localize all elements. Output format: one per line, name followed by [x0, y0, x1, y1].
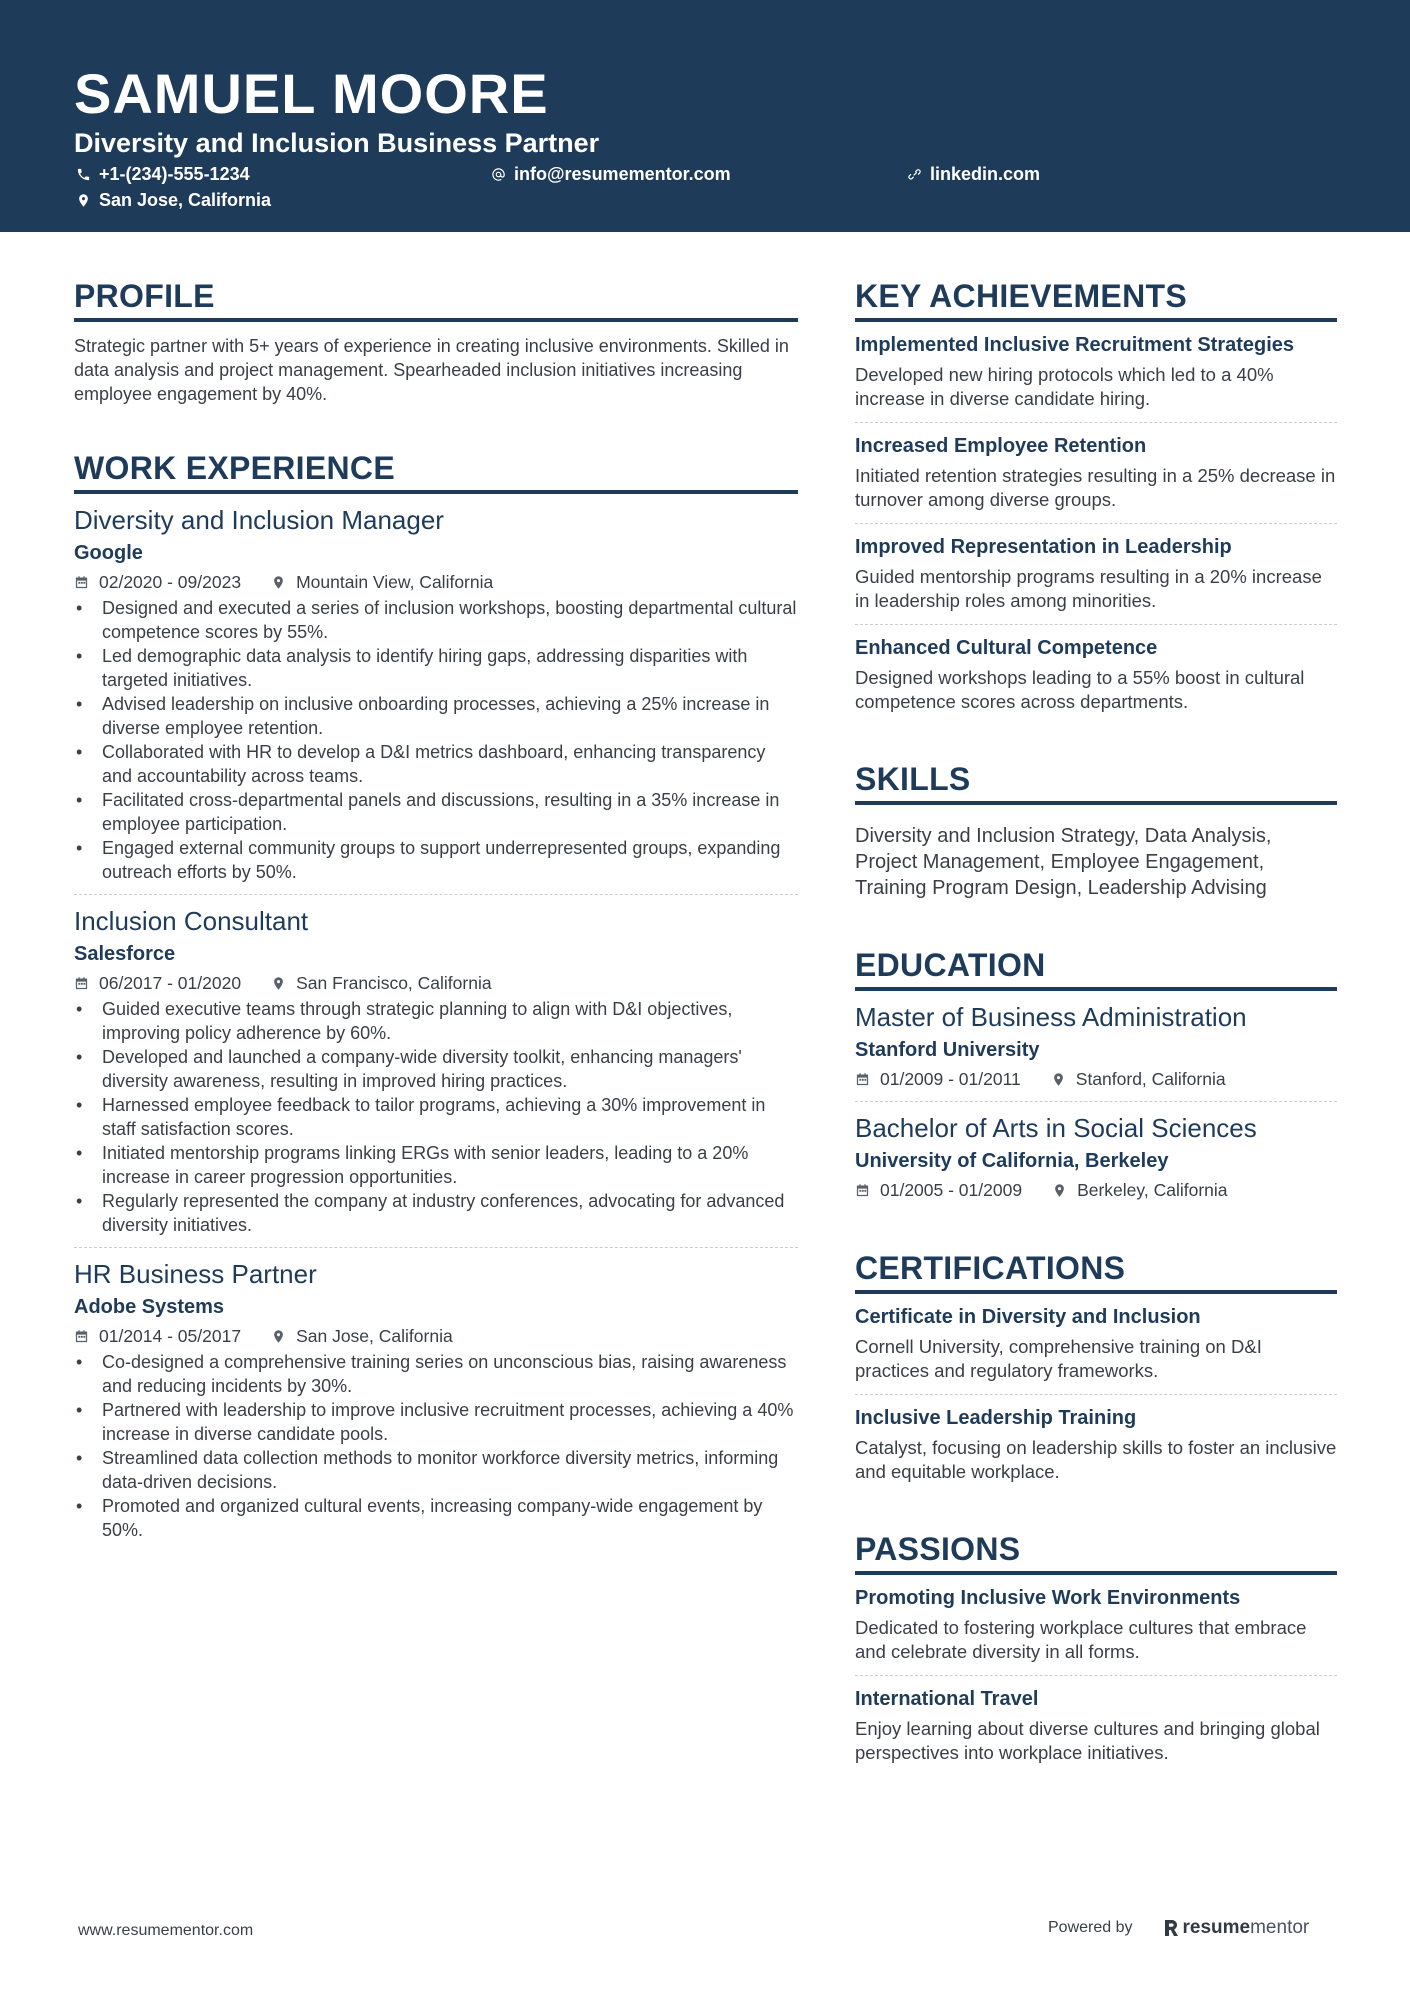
education-meta: [855, 1178, 1337, 1202]
job-dates: 06/2017 - 01/2020: [99, 973, 242, 993]
right-column: [855, 276, 1337, 1816]
email-text: info@resumementor.com: [514, 164, 731, 184]
job-location-text: San Jose, California: [296, 1326, 453, 1346]
achievement-desc: Guided mentorship programs resulting in a 20% increase in leadership roles among minorities.: [855, 566, 1322, 611]
education-heading: EDUCATION: [855, 945, 1337, 991]
job-bullet: • Collaborated with HR to develop a D&I metrics dashboard, enhancing transparency and accountability across teams.: [74, 740, 798, 788]
candidate-title: Diversity and Inclusion Business Partner: [74, 128, 600, 158]
achievement-title: Improved Representation in Leadership: [855, 536, 1232, 558]
map-pin-icon: [271, 1329, 286, 1344]
education-section: [855, 945, 1337, 1212]
job-meta: [74, 1324, 798, 1348]
link-icon: [907, 167, 922, 182]
education-school: Stanford University: [855, 1039, 1040, 1061]
job-location-text: Mountain View, California: [296, 572, 494, 592]
certification-title: Certificate in Diversity and Inclusion: [855, 1306, 1201, 1328]
job-entry: [74, 895, 798, 1248]
contact-location: [76, 188, 271, 212]
achievement-item: [855, 322, 1337, 423]
job-location: [271, 570, 493, 594]
job-entry: [74, 494, 798, 895]
job-bullet: • Advised leadership on inclusive onboarding processes, achieving a 25% increase in diverse employee retention.: [74, 692, 798, 740]
passion-desc: Dedicated to fostering workplace cultures that embrace and celebrate diversity in all forms.: [855, 1617, 1307, 1662]
job-bullet: • Engaged external community groups to support underrepresented groups, expanding outreach efforts by 50%.: [74, 836, 798, 884]
job-bullet: • Designed and executed a series of inclusion workshops, boosting departmental cultural competence scores by 55%.: [74, 596, 798, 644]
powered-by-label: Powered by: [1048, 1919, 1133, 1936]
map-pin-icon: [1052, 1183, 1067, 1198]
passion-title: International Travel: [855, 1688, 1039, 1710]
education-location-text: Berkeley, California: [1077, 1180, 1228, 1200]
certification-desc: Cornell University, comprehensive training on D&I practices and regulatory frameworks.: [855, 1336, 1262, 1381]
job-bullet: • Streamlined data collection methods to monitor workforce diversity metrics, informing data-driven decisions.: [74, 1446, 798, 1494]
certifications-heading: CERTIFICATIONS: [855, 1248, 1337, 1294]
job-bullet: • Partnered with leadership to improve inclusive recruitment processes, achieving a 40% increase in diverse candidate pools.: [74, 1398, 798, 1446]
education-entry: [855, 991, 1337, 1102]
job-bullet: • Developed and launched a company-wide diversity toolkit, enhancing managers' diversity awareness, resulting in improved hiring practices.: [74, 1045, 798, 1093]
job-bullets: [74, 596, 798, 884]
certification-item: [855, 1294, 1337, 1395]
education-school: University of California, Berkeley: [855, 1150, 1169, 1172]
calendar-icon: [74, 575, 89, 590]
calendar-icon: [74, 976, 89, 991]
achievements-section: [855, 276, 1337, 725]
certifications-section: [855, 1248, 1337, 1495]
calendar-icon: [855, 1072, 870, 1087]
job-meta: [74, 971, 798, 995]
profile-section: [74, 276, 798, 406]
contact-phone: [76, 162, 250, 186]
job-bullet: • Promoted and organized cultural events, increasing company-wide engagement by 50%.: [74, 1494, 798, 1542]
map-pin-icon: [271, 575, 286, 590]
brand-name-light: mentor: [1250, 1917, 1310, 1938]
job-role: Diversity and Inclusion Manager: [74, 505, 444, 535]
passion-desc: Enjoy learning about diverse cultures and bringing global perspectives into workplace initiatives.: [855, 1718, 1320, 1763]
skills-text: Diversity and Inclusion Strategy, Data Analysis, Project Management, Employee Engagement, Training Program Design, Leadership Advising: [855, 825, 1272, 899]
work-experience-heading: WORK EXPERIENCE: [74, 448, 798, 494]
job-company: Salesforce: [74, 943, 176, 965]
footer-powered-by: [1048, 1916, 1309, 1940]
phone-icon: [76, 167, 91, 182]
job-company: Adobe Systems: [74, 1296, 225, 1318]
job-dates: 01/2014 - 05/2017: [99, 1326, 242, 1346]
job-location: [271, 971, 492, 995]
achievement-item: [855, 524, 1337, 625]
job-company: Google: [74, 542, 143, 564]
passions-heading: PASSIONS: [855, 1529, 1337, 1575]
calendar-icon: [855, 1183, 870, 1198]
job-role: Inclusion Consultant: [74, 906, 309, 936]
profile-heading: PROFILE: [74, 276, 798, 322]
education-location: [1051, 1067, 1226, 1091]
at-icon: [491, 167, 506, 182]
certification-item: [855, 1395, 1337, 1495]
achievement-title: Enhanced Cultural Competence: [855, 637, 1158, 659]
job-bullet: • Harnessed employee feedback to tailor programs, achieving a 30% improvement in staff satisfaction scores.: [74, 1093, 798, 1141]
achievement-desc: Initiated retention strategies resulting in a 25% decrease in turnover among diverse groups.: [855, 465, 1336, 510]
brand-name-bold: resume: [1182, 1917, 1251, 1938]
job-bullet: • Initiated mentorship programs linking ERGs with senior leaders, leading to a 20% increase in career progression opportunities.: [74, 1141, 798, 1189]
candidate-name: SAMUEL MOORE: [74, 62, 549, 125]
passion-title: Promoting Inclusive Work Environments: [855, 1587, 1241, 1609]
contact-email[interactable]: [491, 162, 731, 186]
brand-logo[interactable]: [1163, 1916, 1310, 1940]
map-pin-icon: [1051, 1072, 1066, 1087]
passions-section: [855, 1529, 1337, 1776]
education-degree: Master of Business Administration: [855, 1002, 1247, 1032]
footer-website[interactable]: www.resumementor.com: [78, 1922, 254, 1939]
achievement-item: [855, 423, 1337, 524]
linkedin-text: linkedin.com: [930, 164, 1041, 184]
job-role: HR Business Partner: [74, 1259, 317, 1289]
job-bullet: • Guided executive teams through strategic planning to align with D&I objectives, improving policy adherence by 60%.: [74, 997, 798, 1045]
job-dates: 02/2020 - 09/2023: [99, 572, 242, 592]
job-meta: [74, 570, 798, 594]
left-column: [74, 276, 798, 1592]
achievement-title: Increased Employee Retention: [855, 435, 1147, 457]
education-meta: [855, 1067, 1337, 1091]
resume-header: [0, 0, 1410, 232]
resumementor-logo-icon: [1163, 1918, 1179, 1938]
education-entry: [855, 1102, 1337, 1212]
job-bullets: [74, 1350, 798, 1542]
education-dates: 01/2009 - 01/2011: [880, 1069, 1021, 1089]
job-location-text: San Francisco, California: [296, 973, 492, 993]
education-location: [1052, 1178, 1227, 1202]
education-dates: 01/2005 - 01/2009: [880, 1180, 1023, 1200]
map-pin-icon: [271, 976, 286, 991]
job-location: [271, 1324, 453, 1348]
education-location-text: Stanford, California: [1075, 1069, 1226, 1089]
job-bullet: • Facilitated cross-departmental panels and discussions, resulting in a 35% increase in employee participation.: [74, 788, 798, 836]
job-bullet: • Regularly represented the company at industry conferences, advocating for advanced diversity initiatives.: [74, 1189, 798, 1237]
job-bullet: • Led demographic data analysis to identify hiring gaps, addressing disparities with targeted initiatives.: [74, 644, 798, 692]
job-bullets: [74, 997, 798, 1237]
work-experience-section: [74, 448, 798, 1552]
certification-title: Inclusive Leadership Training: [855, 1407, 1137, 1429]
achievement-desc: Developed new hiring protocols which led to a 40% increase in diverse candidate hiring.: [855, 364, 1274, 409]
skills-heading: SKILLS: [855, 759, 1337, 805]
calendar-icon: [74, 1329, 89, 1344]
achievement-title: Implemented Inclusive Recruitment Strategies: [855, 334, 1295, 356]
passion-item: [855, 1676, 1337, 1776]
achievements-heading: KEY ACHIEVEMENTS: [855, 276, 1337, 322]
phone-text: +1-(234)-555-1234: [99, 164, 250, 184]
achievement-item: [855, 625, 1337, 725]
contact-linkedin[interactable]: [907, 162, 1040, 186]
map-pin-icon: [76, 193, 91, 208]
achievement-desc: Designed workshops leading to a 55% boost in cultural competence scores across departments.: [855, 667, 1305, 712]
job-entry: [74, 1248, 798, 1552]
certification-desc: Catalyst, focusing on leadership skills to foster an inclusive and equitable workplace.: [855, 1437, 1337, 1482]
profile-text: Strategic partner with 5+ years of experience in creating inclusive environments. Skilled in data analysis and project management. Spearheaded inclusion initiatives increasing employee engagement by 40%.: [74, 336, 789, 404]
education-degree: Bachelor of Arts in Social Sciences: [855, 1113, 1257, 1143]
passion-item: [855, 1575, 1337, 1676]
skills-section: [855, 759, 1337, 901]
job-bullet: • Co-designed a comprehensive training series on unconscious bias, raising awareness and reducing incidents by 30%.: [74, 1350, 798, 1398]
location-text: San Jose, California: [99, 190, 272, 210]
